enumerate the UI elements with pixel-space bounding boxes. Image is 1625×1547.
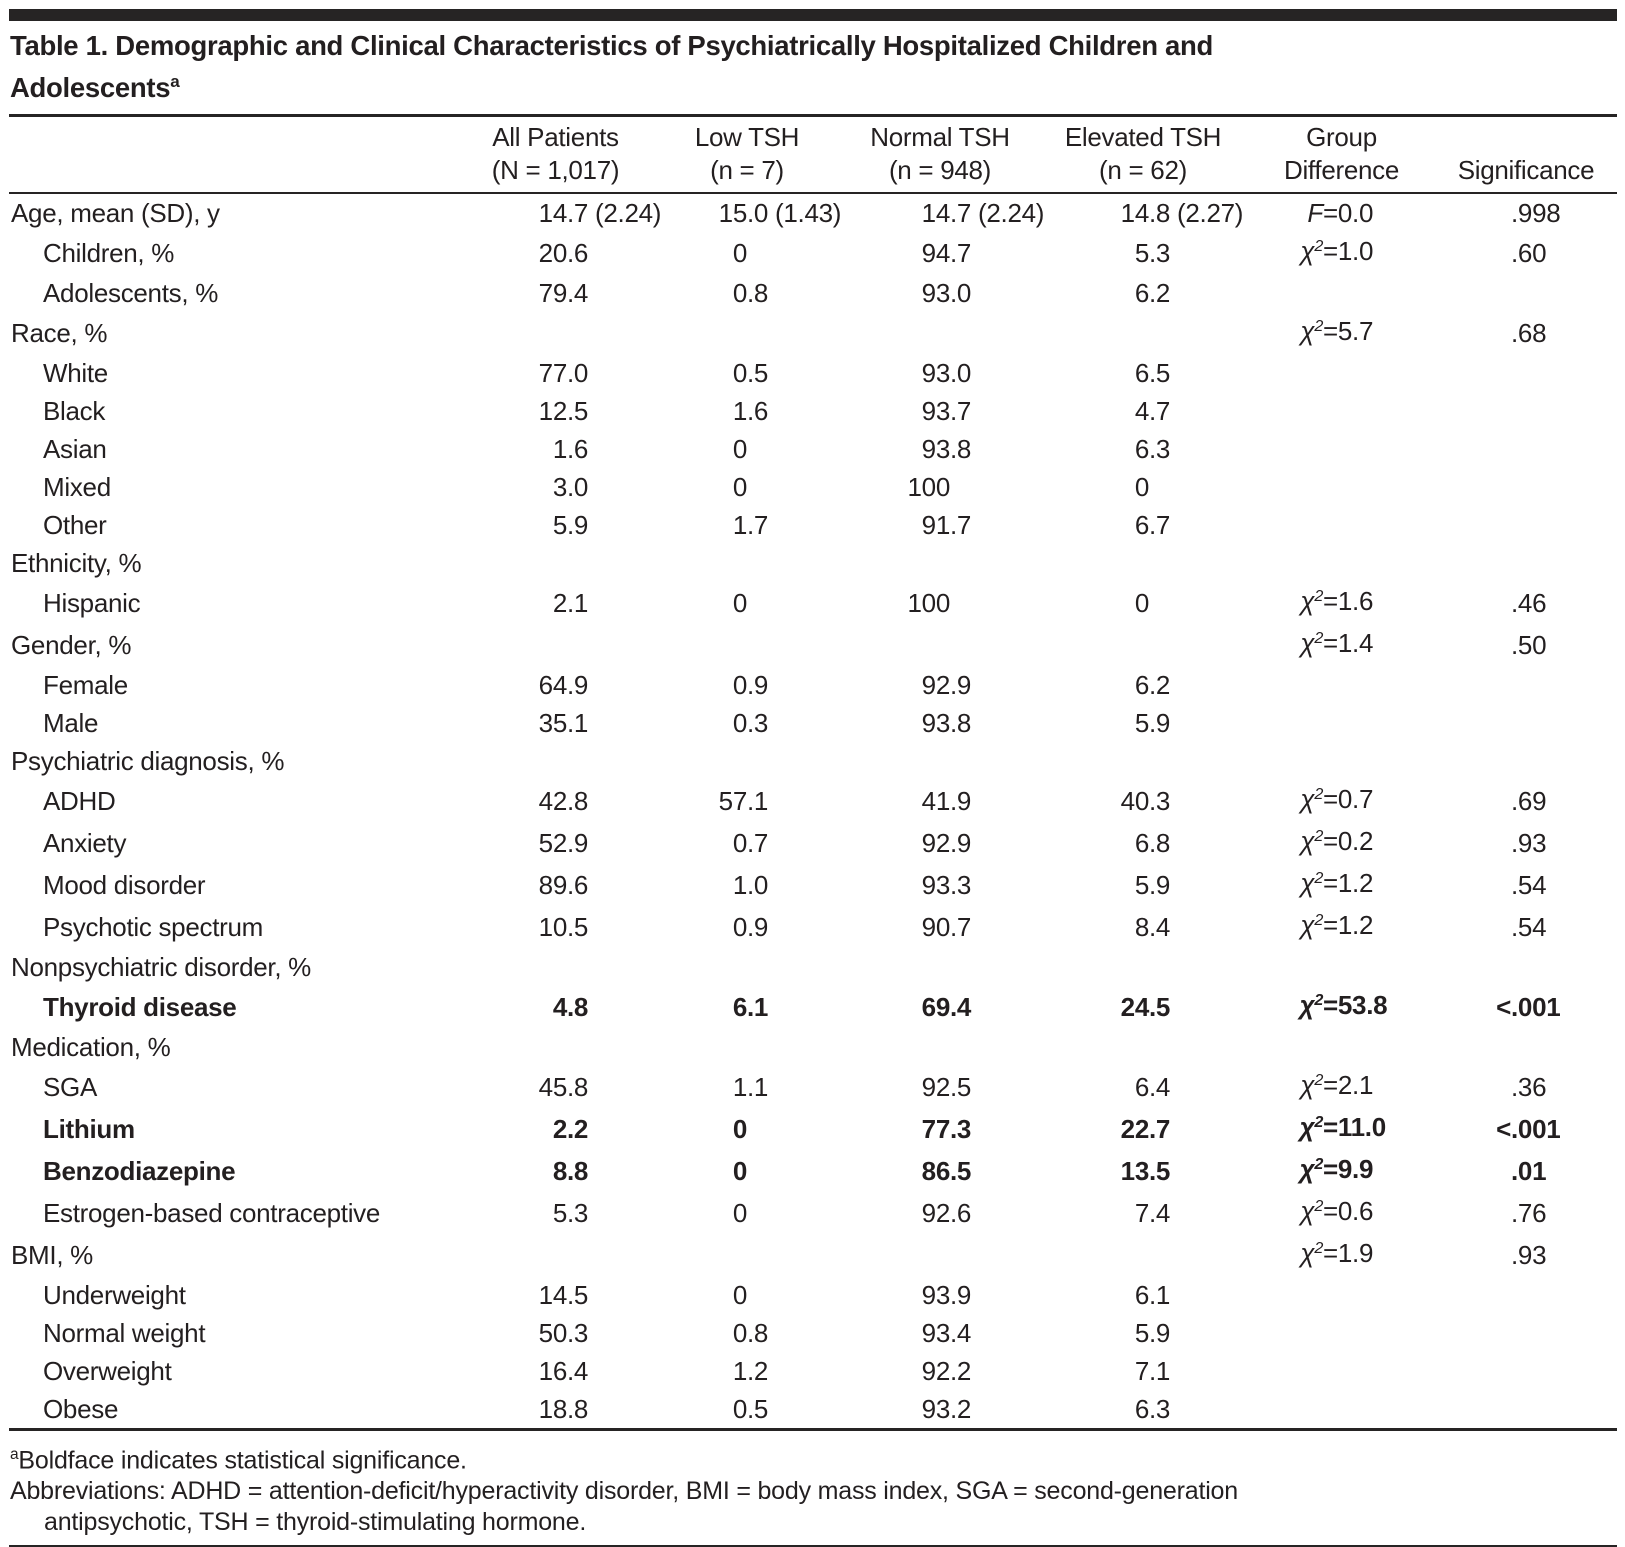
cell-group-difference <box>1248 430 1435 468</box>
table-row <box>9 392 1617 430</box>
row-label: Female <box>43 670 128 701</box>
cell-elevated-tsh: 6 .8 <box>1134 828 1171 859</box>
cell-normal-tsh: 100 <box>907 472 950 503</box>
row-label: Mixed <box>43 472 111 503</box>
cell-low-tsh <box>652 1028 842 1066</box>
cell-group-difference <box>1248 666 1435 704</box>
footnote-abbreviations-line2: antipsychotic, TSH = thyroid-stimulating hormone. <box>44 1507 587 1536</box>
cell-normal-tsh <box>842 312 1038 354</box>
cell-normal-tsh: 92 .9 <box>921 670 972 701</box>
cell-all-patients: 52 .9 <box>538 828 589 859</box>
table-footnotes <box>9 1431 1617 1545</box>
cell-elevated-tsh: 0 <box>1134 588 1149 619</box>
table-row <box>9 1314 1617 1352</box>
row-label: Gender, % <box>11 630 132 661</box>
cell-all-patients: 5 .9 <box>552 510 589 541</box>
table-row <box>9 1390 1617 1428</box>
row-label: Hispanic <box>43 588 141 619</box>
cell-elevated-tsh: 5 .9 <box>1134 1318 1171 1349</box>
cell-normal-tsh: 93 .8 <box>921 434 972 465</box>
cell-group-difference <box>1248 742 1435 780</box>
cell-low-tsh: 1 .2 <box>732 1356 769 1387</box>
cell-group-difference <box>1248 1314 1435 1352</box>
cell-all-patients: 2 .1 <box>552 588 589 619</box>
cell-low-tsh: 0 <box>732 588 747 619</box>
cell-normal-tsh: 91 .7 <box>921 510 972 541</box>
cell-elevated-tsh: 6 .1 <box>1134 1280 1171 1311</box>
cell-all-patients: 18 .8 <box>538 1394 589 1425</box>
cell-all-patients: 5 .3 <box>552 1198 589 1229</box>
cell-low-tsh: 0 <box>732 1156 747 1187</box>
cell-elevated-tsh: 22 .7 <box>1120 1114 1171 1145</box>
cell-low-tsh: 0 .5 <box>732 1394 769 1425</box>
cell-group-difference <box>1248 468 1435 506</box>
cell-low-tsh: 1 .7 <box>732 510 769 541</box>
cell-normal-tsh: 93 .9 <box>921 1280 972 1311</box>
cell-all-patients: 16 .4 <box>538 1356 589 1387</box>
cell-group-difference: $\chi^2$ =1.6 <box>1300 586 1374 617</box>
table-header <box>9 117 1617 193</box>
table-row <box>9 544 1617 582</box>
cell-normal-tsh: 93 .3 <box>921 870 972 901</box>
cell-all-patients <box>459 1234 652 1276</box>
row-label: Overweight <box>43 1356 172 1387</box>
cell-low-tsh: 1 .1 <box>732 1072 769 1103</box>
cell-group-difference: $\chi^2$ =5.7 <box>1300 316 1374 347</box>
row-label: Age, mean (SD), y <box>11 198 220 229</box>
row-label: Mood disorder <box>43 870 206 901</box>
cell-low-tsh: 15 .0 (1.43) <box>718 198 842 229</box>
cell-significance <box>1435 948 1617 986</box>
cell-elevated-tsh: 6 .2 <box>1134 278 1171 309</box>
cell-normal-tsh: 93 .0 <box>921 278 972 309</box>
demographics-table <box>9 117 1617 1428</box>
cell-low-tsh: 0 <box>732 434 747 465</box>
cell-all-patients <box>459 948 652 986</box>
cell-significance: < .001 <box>1496 1114 1561 1145</box>
cell-all-patients: 2 .2 <box>552 1114 589 1145</box>
cell-low-tsh: 0 .9 <box>732 912 769 943</box>
cell-elevated-tsh: 6 .4 <box>1134 1072 1171 1103</box>
cell-significance <box>1435 354 1617 392</box>
cell-elevated-tsh: 5 .9 <box>1134 870 1171 901</box>
cell-low-tsh <box>652 544 842 582</box>
cell-all-patients: 50 .3 <box>538 1318 589 1349</box>
cell-elevated-tsh <box>1038 624 1248 666</box>
top-rule <box>9 9 1617 21</box>
cell-elevated-tsh <box>1038 742 1248 780</box>
cell-elevated-tsh: 14 .8 (2.27) <box>1120 198 1244 229</box>
cell-normal-tsh: 93 .8 <box>921 708 972 739</box>
table-row <box>9 666 1617 704</box>
cell-elevated-tsh: 5 .3 <box>1134 238 1171 269</box>
cell-group-difference: $\chi^2$ =9.9 <box>1299 1154 1374 1185</box>
row-label: Black <box>43 396 106 427</box>
row-label: Medication, % <box>11 1032 171 1063</box>
row-label: Other <box>43 510 107 541</box>
cell-normal-tsh: 94 .7 <box>921 238 972 269</box>
cell-elevated-tsh: 5 .9 <box>1134 708 1171 739</box>
cell-group-difference <box>1248 274 1435 312</box>
cell-low-tsh: 0 .9 <box>732 670 769 701</box>
row-label: Adolescents, % <box>43 278 219 309</box>
cell-normal-tsh: 93 .0 <box>921 358 972 389</box>
cell-all-patients: 64 .9 <box>538 670 589 701</box>
row-label: ADHD <box>43 786 116 817</box>
cell-normal-tsh: 69 .4 <box>921 992 972 1023</box>
cell-significance <box>1435 392 1617 430</box>
cell-low-tsh: 1 .6 <box>732 396 769 427</box>
cell-normal-tsh: 93 .4 <box>921 1318 972 1349</box>
cell-low-tsh <box>652 624 842 666</box>
cell-low-tsh <box>652 742 842 780</box>
table-row <box>9 193 1617 232</box>
cell-all-patients: 35 .1 <box>538 708 589 739</box>
cell-low-tsh <box>652 312 842 354</box>
cell-significance <box>1435 430 1617 468</box>
table-row <box>9 1192 1617 1234</box>
cell-low-tsh: 57 .1 <box>718 786 769 817</box>
table-row <box>9 1108 1617 1150</box>
table-row <box>9 430 1617 468</box>
cell-group-difference <box>1248 1390 1435 1428</box>
cell-group-difference: $\chi^2$ =1.2 <box>1300 910 1374 941</box>
cell-significance <box>1435 704 1617 742</box>
cell-group-difference: F =0.0 <box>1307 198 1374 229</box>
row-label: Ethnicity, % <box>11 548 142 579</box>
cell-significance: .60 <box>1511 238 1547 269</box>
table-row <box>9 468 1617 506</box>
cell-low-tsh: 0 <box>732 1198 747 1229</box>
table-row <box>9 312 1617 354</box>
cell-group-difference: $\chi^2$ =53.8 <box>1299 990 1388 1021</box>
cell-low-tsh: 0 .8 <box>732 278 769 309</box>
table-body <box>9 193 1617 1428</box>
title-footnote-marker: a <box>170 72 180 91</box>
table-row <box>9 1234 1617 1276</box>
cell-all-patients: 45 .8 <box>538 1072 589 1103</box>
cell-significance <box>1435 742 1617 780</box>
cell-significance <box>1435 1314 1617 1352</box>
header-row <box>9 117 1617 193</box>
footnote-marker: a <box>10 1445 19 1463</box>
cell-normal-tsh <box>842 1028 1038 1066</box>
cell-significance: .46 <box>1511 588 1547 619</box>
cell-group-difference: $\chi^2$ =11.0 <box>1299 1112 1386 1143</box>
row-label: Lithium <box>43 1114 135 1145</box>
cell-group-difference: $\chi^2$ =1.4 <box>1300 628 1374 659</box>
cell-low-tsh: 0 <box>732 238 747 269</box>
cell-all-patients <box>459 742 652 780</box>
cell-all-patients: 1 .6 <box>552 434 589 465</box>
row-label: Children, % <box>43 238 175 269</box>
table-title-line1: Table 1. Demographic and Clinical Characteristics of Psychiatrically Hospitalized Children and <box>10 30 1214 61</box>
cell-group-difference: $\chi^2$ =1.0 <box>1300 236 1374 267</box>
table-row <box>9 986 1617 1028</box>
cell-all-patients: 77 .0 <box>538 358 589 389</box>
cell-elevated-tsh: 24 .5 <box>1120 992 1171 1023</box>
cell-low-tsh: 1 .0 <box>732 870 769 901</box>
cell-group-difference: $\chi^2$ =1.9 <box>1300 1238 1374 1269</box>
cell-normal-tsh: 92 .6 <box>921 1198 972 1229</box>
cell-elevated-tsh <box>1038 312 1248 354</box>
cell-normal-tsh <box>842 1234 1038 1276</box>
cell-group-difference <box>1248 354 1435 392</box>
row-label: Estrogen-based contraceptive <box>43 1198 381 1229</box>
cell-all-patients: 4 .8 <box>552 992 589 1023</box>
table-row <box>9 1028 1617 1066</box>
cell-elevated-tsh <box>1038 948 1248 986</box>
cell-group-difference: $\chi^2$ =0.6 <box>1300 1196 1374 1227</box>
cell-elevated-tsh: 6 .7 <box>1134 510 1171 541</box>
cell-significance: .50 <box>1511 630 1547 661</box>
footnote-significance-text: Boldface indicates statistical significance. <box>18 1445 467 1474</box>
cell-elevated-tsh: 7 .4 <box>1134 1198 1171 1229</box>
table-row <box>9 1276 1617 1314</box>
row-label: Obese <box>43 1394 119 1425</box>
cell-low-tsh <box>652 1234 842 1276</box>
table-row <box>9 742 1617 780</box>
row-label: Benzodiazepine <box>43 1156 236 1187</box>
cell-significance: .69 <box>1511 786 1547 817</box>
table-row <box>9 864 1617 906</box>
cell-normal-tsh <box>842 948 1038 986</box>
cell-group-difference: $\chi^2$ =1.2 <box>1300 868 1374 899</box>
row-label: Race, % <box>11 318 108 349</box>
cell-elevated-tsh <box>1038 544 1248 582</box>
cell-group-difference: $\chi^2$ =0.2 <box>1300 826 1374 857</box>
cell-significance <box>1435 274 1617 312</box>
table-row <box>9 780 1617 822</box>
cell-normal-tsh: 90 .7 <box>921 912 972 943</box>
cell-normal-tsh: 77 .3 <box>921 1114 972 1145</box>
cell-group-difference <box>1248 1028 1435 1066</box>
column-header-significance: Significance <box>1435 117 1617 193</box>
cell-elevated-tsh: 8 .4 <box>1134 912 1171 943</box>
cell-significance: .93 <box>1511 828 1547 859</box>
cell-significance <box>1435 1352 1617 1390</box>
cell-all-patients: 89 .6 <box>538 870 589 901</box>
cell-group-difference <box>1248 544 1435 582</box>
table-row <box>9 232 1617 274</box>
cell-normal-tsh <box>842 544 1038 582</box>
cell-significance: .998 <box>1511 198 1561 229</box>
row-label: White <box>43 358 108 389</box>
cell-low-tsh: 0 <box>732 472 747 503</box>
cell-normal-tsh <box>842 624 1038 666</box>
cell-all-patients <box>459 1028 652 1066</box>
row-label: Normal weight <box>43 1318 206 1349</box>
cell-all-patients <box>459 624 652 666</box>
row-label: Thyroid disease <box>43 992 237 1023</box>
cell-group-difference <box>1248 704 1435 742</box>
table-row <box>9 1352 1617 1390</box>
cell-all-patients: 14 .7 (2.24) <box>538 198 662 229</box>
cell-group-difference <box>1248 392 1435 430</box>
cell-normal-tsh: 93 .2 <box>921 1394 972 1425</box>
cell-elevated-tsh <box>1038 1028 1248 1066</box>
column-header-low-tsh: Low TSH (n = 7) <box>652 117 842 193</box>
cell-normal-tsh: 14 .7 (2.24) <box>921 198 1045 229</box>
cell-normal-tsh: 93 .7 <box>921 396 972 427</box>
cell-significance: .01 <box>1511 1156 1547 1187</box>
cell-elevated-tsh: 0 <box>1134 472 1149 503</box>
cell-elevated-tsh: 6 .5 <box>1134 358 1171 389</box>
cell-significance <box>1435 544 1617 582</box>
table-row <box>9 822 1617 864</box>
table-row <box>9 1066 1617 1108</box>
cell-normal-tsh: 86 .5 <box>921 1156 972 1187</box>
row-label: Psychiatric diagnosis, % <box>11 746 285 777</box>
cell-all-patients: 14 .5 <box>538 1280 589 1311</box>
cell-low-tsh <box>652 948 842 986</box>
cell-significance: .76 <box>1511 1198 1547 1229</box>
row-label: Psychotic spectrum <box>43 912 264 943</box>
cell-low-tsh: 6 .1 <box>732 992 769 1023</box>
cell-all-patients: 3 .0 <box>552 472 589 503</box>
cell-all-patients <box>459 312 652 354</box>
cell-significance <box>1435 1276 1617 1314</box>
cell-significance: .54 <box>1511 912 1547 943</box>
cell-low-tsh: 0 .3 <box>732 708 769 739</box>
cell-elevated-tsh: 4 .7 <box>1134 396 1171 427</box>
cell-normal-tsh: 100 <box>907 588 950 619</box>
column-header-group-difference: Group Difference <box>1248 117 1435 193</box>
cell-significance: .93 <box>1511 1240 1547 1271</box>
row-label: Asian <box>43 434 107 465</box>
cell-low-tsh: 0 <box>732 1280 747 1311</box>
cell-elevated-tsh <box>1038 1234 1248 1276</box>
table-row <box>9 906 1617 948</box>
cell-all-patients: 20 .6 <box>538 238 589 269</box>
column-header-all-patients: All Patients (N = 1,017) <box>459 117 652 193</box>
cell-elevated-tsh: 7 .1 <box>1134 1356 1171 1387</box>
table-row <box>9 506 1617 544</box>
cell-elevated-tsh: 6 .3 <box>1134 434 1171 465</box>
cell-significance: .54 <box>1511 870 1547 901</box>
cell-elevated-tsh: 40 .3 <box>1120 786 1171 817</box>
cell-significance <box>1435 666 1617 704</box>
cell-low-tsh: 0 .8 <box>732 1318 769 1349</box>
cell-significance: .68 <box>1511 318 1547 349</box>
table-row <box>9 948 1617 986</box>
cell-group-difference <box>1248 948 1435 986</box>
table-row <box>9 624 1617 666</box>
cell-all-patients: 8 .8 <box>552 1156 589 1187</box>
cell-significance: .36 <box>1511 1072 1547 1103</box>
cell-elevated-tsh: 6 .3 <box>1134 1394 1171 1425</box>
cell-elevated-tsh: 13 .5 <box>1120 1156 1171 1187</box>
table-row <box>9 1150 1617 1192</box>
cell-normal-tsh: 92 .9 <box>921 828 972 859</box>
cell-group-difference <box>1248 506 1435 544</box>
cell-normal-tsh <box>842 742 1038 780</box>
cell-all-patients: 42 .8 <box>538 786 589 817</box>
column-header-label <box>9 117 459 193</box>
table-row <box>9 704 1617 742</box>
table-title <box>10 28 1617 106</box>
cell-group-difference <box>1248 1352 1435 1390</box>
cell-significance <box>1435 468 1617 506</box>
row-label: SGA <box>43 1072 98 1103</box>
cell-normal-tsh: 92 .5 <box>921 1072 972 1103</box>
table-title-line2: Adolescents <box>10 72 171 104</box>
row-label: Anxiety <box>43 828 127 859</box>
cell-all-patients <box>459 544 652 582</box>
table-row <box>9 274 1617 312</box>
cell-significance <box>1435 1028 1617 1066</box>
column-header-normal-tsh: Normal TSH (n = 948) <box>842 117 1038 193</box>
cell-group-difference: $\chi^2$ =2.1 <box>1300 1070 1374 1101</box>
cell-elevated-tsh: 6 .2 <box>1134 670 1171 701</box>
footnote-abbreviations-line1: Abbreviations: ADHD = attention-deficit/hyperactivity disorder, BMI = body mass index, SGA = second-generation <box>10 1476 1238 1505</box>
cell-significance <box>1435 1390 1617 1428</box>
cell-all-patients: 12 .5 <box>538 396 589 427</box>
cell-significance: < .001 <box>1496 992 1561 1023</box>
row-label: Underweight <box>43 1280 186 1311</box>
cell-normal-tsh: 92 .2 <box>921 1356 972 1387</box>
row-label: BMI, % <box>11 1240 93 1271</box>
table-row <box>9 354 1617 392</box>
table-row <box>9 582 1617 624</box>
cell-low-tsh: 0 <box>732 1114 747 1145</box>
row-label: Nonpsychiatric disorder, % <box>11 952 311 983</box>
footnote-significance <box>10 1439 1617 1476</box>
column-header-elevated-tsh: Elevated TSH (n = 62) <box>1038 117 1248 193</box>
cell-all-patients: 10 .5 <box>538 912 589 943</box>
cell-low-tsh: 0 .5 <box>732 358 769 389</box>
cell-low-tsh: 0 .7 <box>732 828 769 859</box>
cell-group-difference: $\chi^2$ =0.7 <box>1300 784 1374 815</box>
cell-all-patients: 79 .4 <box>538 278 589 309</box>
cell-normal-tsh: 41 .9 <box>921 786 972 817</box>
cell-significance <box>1435 506 1617 544</box>
cell-group-difference <box>1248 1276 1435 1314</box>
row-label: Male <box>43 708 99 739</box>
